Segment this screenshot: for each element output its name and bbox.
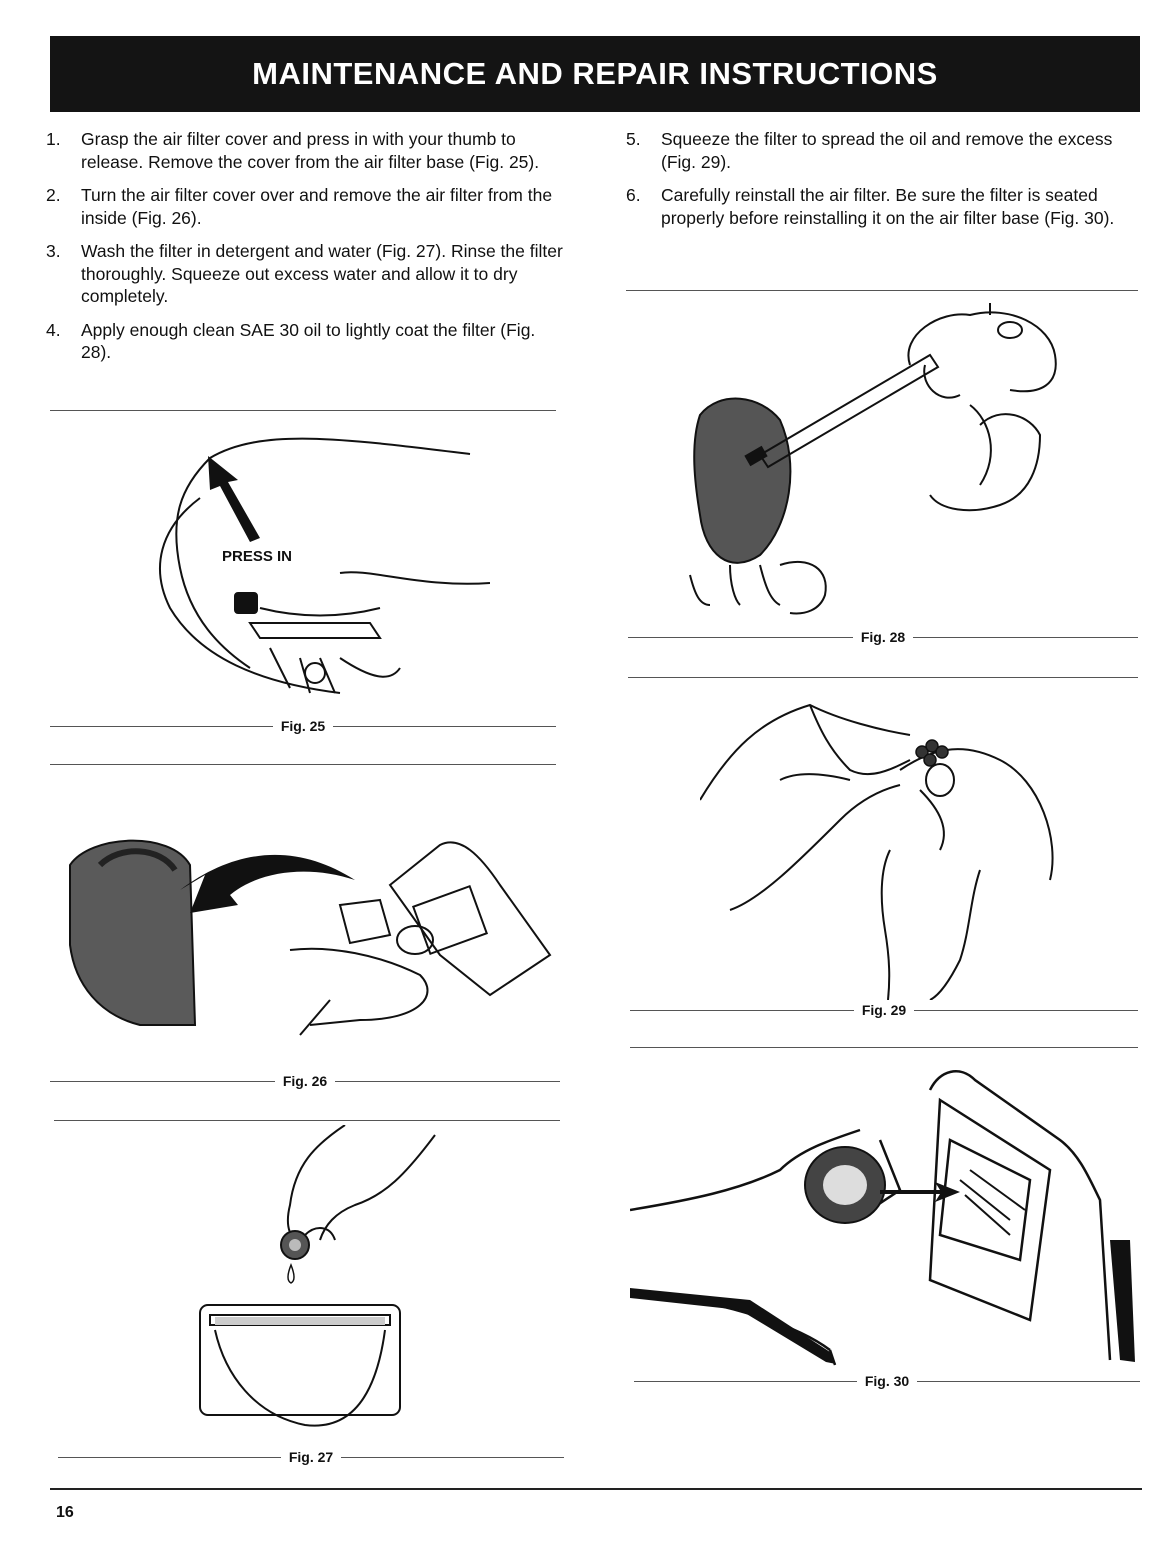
fig29-caption — [630, 1002, 1138, 1018]
figure-top-rule — [628, 677, 1138, 678]
step-item — [46, 184, 566, 229]
page-title: MAINTENANCE AND REPAIR INSTRUCTIONS — [252, 56, 938, 91]
step-text: Apply enough clean SAE 30 oil to lightly coat the filter (Fig. 28). — [81, 319, 536, 362]
fig26-illustration — [60, 825, 560, 1045]
step-item — [46, 319, 566, 364]
fig28-illustration — [670, 295, 1090, 625]
step-number: 6. — [626, 185, 641, 205]
fig29-label: Fig. 29 — [861, 1002, 907, 1018]
page-number: 16 — [56, 1504, 74, 1521]
fig25-label: Fig. 25 — [280, 718, 326, 734]
steps-list-left — [46, 128, 566, 364]
drip-icon — [288, 1265, 294, 1283]
step-number: 5. — [626, 129, 641, 149]
fig27-caption — [58, 1449, 564, 1465]
fig30-label: Fig. 30 — [864, 1373, 910, 1389]
step-number: 4. — [46, 319, 61, 340]
step-text: Carefully reinstall the air filter. Be sure the filter is seated properly before reinstalling it on the air filter base (Fig. 30). — [661, 185, 1115, 228]
section-header-banner — [50, 36, 1140, 112]
arrow-icon — [880, 1182, 960, 1202]
arrow-icon — [180, 855, 355, 913]
step-number: 1. — [46, 129, 61, 149]
step-text: Wash the filter in detergent and water (Fig. 27). Rinse the filter thoroughly. Squeeze out excess water and allow it to dry completely. — [81, 241, 563, 306]
fig28-label: Fig. 28 — [860, 629, 906, 645]
fig25-illustration — [140, 418, 490, 708]
fig28-caption — [628, 629, 1138, 645]
instructions-right-column — [626, 128, 1146, 240]
fig27-illustration — [195, 1125, 445, 1435]
figure-top-rule — [54, 1120, 560, 1121]
step-text: Squeeze the filter to spread the oil and remove the excess (Fig. 29). — [661, 129, 1113, 172]
step-text: Grasp the air filter cover and press in with your thumb to release. Remove the cover from the air filter base (Fig. 25). — [81, 129, 540, 172]
steps-list-right — [626, 128, 1146, 229]
step-item — [46, 240, 566, 308]
instructions-left-column — [46, 128, 566, 375]
footer-rule — [50, 1488, 1142, 1490]
fig25-caption — [50, 718, 556, 734]
fig30-caption — [634, 1373, 1140, 1389]
step-text: Turn the air filter cover over and remove the air filter from the inside (Fig. 26). — [81, 185, 553, 228]
step-item — [626, 128, 1146, 173]
step-item — [46, 128, 566, 173]
fig26-label: Fig. 26 — [282, 1073, 328, 1089]
fig27-label: Fig. 27 — [288, 1449, 334, 1465]
fig29-illustration — [700, 700, 1070, 1000]
arrow-icon — [208, 456, 260, 542]
figure-top-rule — [630, 1047, 1138, 1048]
fig26-caption — [50, 1073, 560, 1089]
step-item — [626, 184, 1146, 229]
step-number: 3. — [46, 241, 61, 261]
figure-top-rule — [50, 764, 556, 765]
figure-top-rule — [50, 410, 556, 411]
figure-top-rule — [626, 290, 1138, 291]
fig30-illustration — [630, 1060, 1140, 1370]
press-in-callout: PRESS IN — [222, 548, 293, 565]
step-number: 2. — [46, 185, 61, 205]
